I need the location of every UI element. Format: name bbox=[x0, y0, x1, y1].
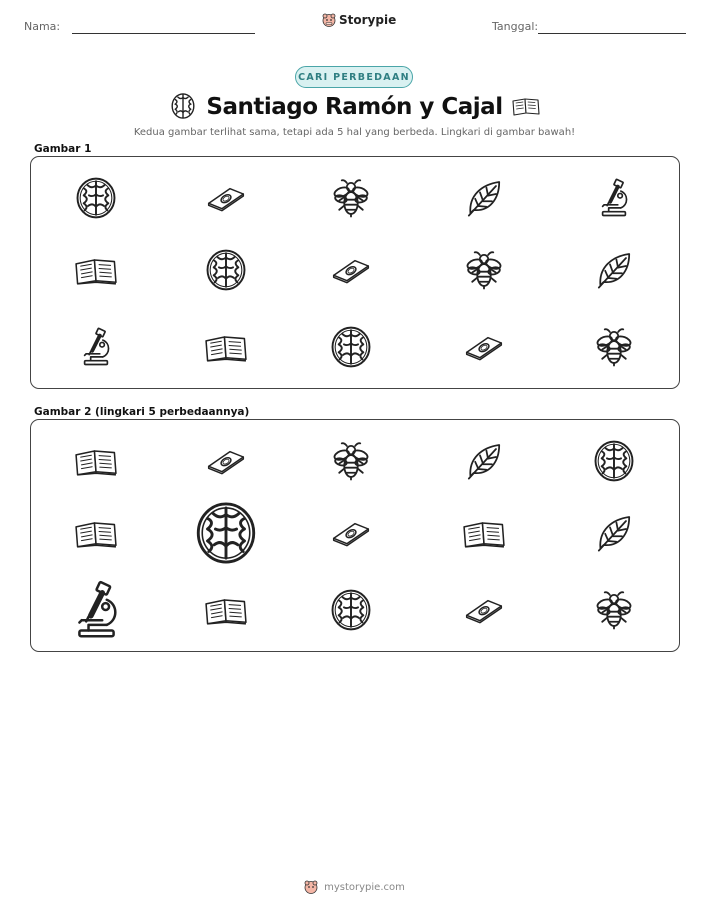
picture2-bee-icon[interactable] bbox=[330, 437, 372, 485]
name-line[interactable] bbox=[72, 33, 255, 34]
footer-url[interactable]: mystorypie.com bbox=[324, 881, 405, 893]
picture1-brain-icon bbox=[204, 246, 248, 294]
picture2-brain-icon[interactable] bbox=[592, 437, 636, 485]
date-label: Tanggal: bbox=[492, 20, 539, 33]
picture1-leaf-icon bbox=[464, 175, 504, 221]
picture1-panel bbox=[30, 156, 680, 389]
picture2-slide-icon[interactable] bbox=[331, 519, 371, 547]
picture2-bee-icon[interactable] bbox=[593, 586, 635, 634]
picture2-microscope-icon[interactable] bbox=[68, 574, 125, 646]
footer bbox=[0, 880, 709, 894]
picture1-brain-icon bbox=[329, 323, 373, 371]
picture2-brain-icon[interactable] bbox=[193, 497, 259, 569]
picture1-slide-icon bbox=[331, 256, 371, 284]
instructions: Kedua gambar terlihat sama, tetapi ada 5 hal yang berbeda. Lingkari di gambar bawah! bbox=[133, 127, 576, 138]
picture1-slide-icon bbox=[464, 333, 504, 361]
title-book-icon bbox=[511, 96, 541, 116]
picture2-book-icon[interactable] bbox=[73, 445, 119, 477]
picture2-book-icon[interactable] bbox=[73, 517, 119, 549]
picture1-slide-icon bbox=[206, 184, 246, 212]
picture1-label: Gambar 1 bbox=[34, 143, 92, 155]
picture2-leaf-icon[interactable] bbox=[464, 438, 504, 484]
picture1-microscope-icon bbox=[77, 323, 115, 371]
picture2-slide-icon[interactable] bbox=[206, 447, 246, 475]
activity-badge: CARI PERBEDAAN bbox=[295, 66, 413, 88]
picture1-microscope-icon bbox=[595, 174, 633, 222]
picture2-book-icon[interactable] bbox=[203, 594, 249, 626]
brand-logo bbox=[322, 13, 396, 27]
picture1-leaf-icon bbox=[594, 247, 634, 293]
storypie-logo-icon bbox=[322, 13, 336, 27]
picture1-bee-icon bbox=[330, 174, 372, 222]
page-title: Santiago Ramón y Cajal bbox=[206, 94, 503, 120]
title-row bbox=[0, 90, 709, 124]
picture2-slide-icon[interactable] bbox=[464, 596, 504, 624]
picture2-panel[interactable] bbox=[30, 419, 680, 652]
date-line[interactable] bbox=[538, 33, 686, 34]
picture1-bee-icon bbox=[463, 246, 505, 294]
name-label: Nama: bbox=[24, 20, 61, 33]
picture2-leaf-icon[interactable] bbox=[594, 510, 634, 556]
storypie-logo-icon bbox=[304, 880, 318, 894]
picture1-book-icon bbox=[203, 331, 249, 363]
picture1-bee-icon bbox=[593, 323, 635, 371]
picture1-book-icon bbox=[73, 254, 119, 286]
brand-name: Storypie bbox=[339, 13, 397, 27]
picture2-brain-icon[interactable] bbox=[329, 586, 373, 634]
picture2-label: Gambar 2 (lingkari 5 perbedaannya) bbox=[34, 406, 250, 418]
picture1-brain-icon bbox=[74, 174, 118, 222]
picture2-book-icon[interactable] bbox=[461, 517, 507, 549]
